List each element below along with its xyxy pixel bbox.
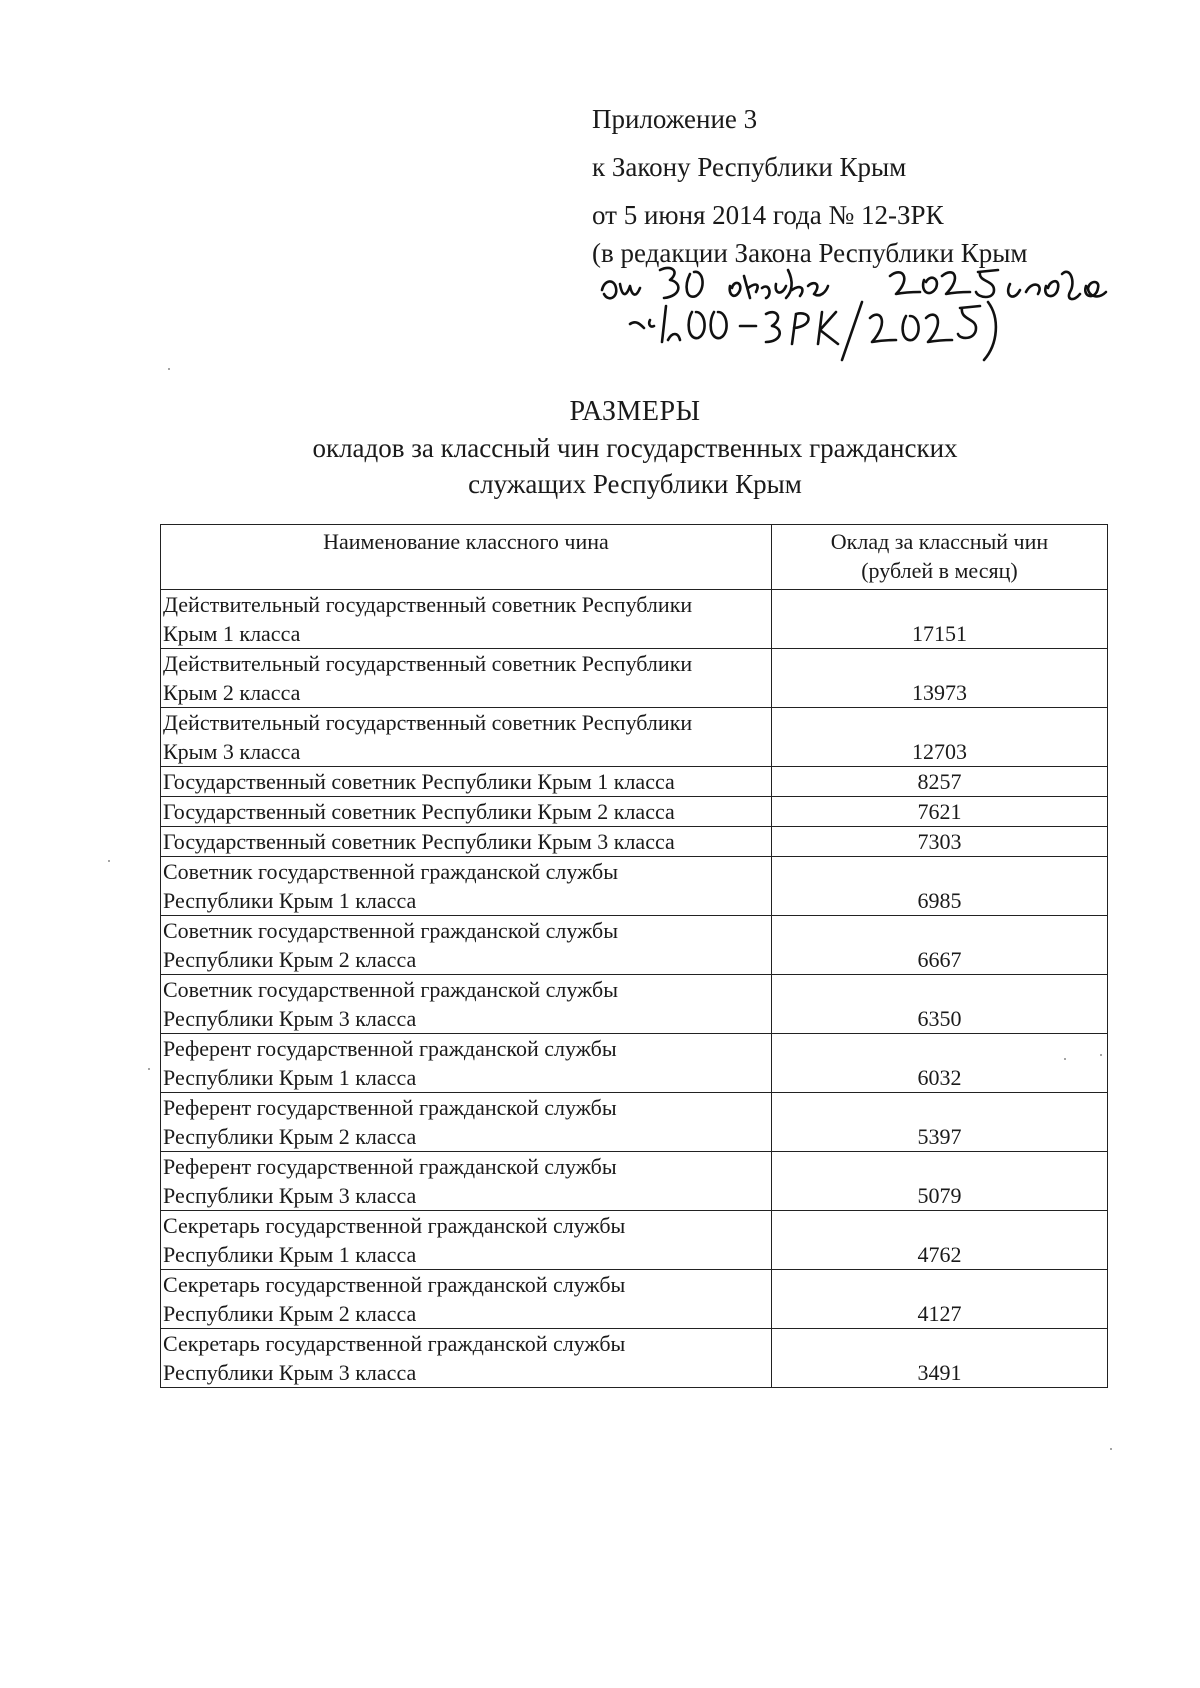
salary-cell: 5397 — [771, 1093, 1107, 1152]
table-row — [161, 916, 1108, 975]
salary-table — [160, 524, 1108, 1388]
salary-cell: 7303 — [771, 827, 1107, 857]
handwritten-annotation — [600, 262, 1120, 372]
scan-speck — [1100, 1054, 1102, 1056]
table-row — [161, 649, 1108, 708]
table-header-row — [161, 525, 1108, 590]
rank-name-cell: Государственный советник Республики Крым 2 класса — [161, 797, 772, 827]
table-row — [161, 1329, 1108, 1388]
salary-cell: 6667 — [771, 916, 1107, 975]
scan-speck — [1110, 1448, 1112, 1450]
rank-name-line2: Республики Крым 3 класса — [163, 1360, 417, 1385]
rank-name-line2: Республики Крым 1 класса — [163, 1065, 417, 1090]
salary-cell: 6985 — [771, 857, 1107, 916]
salary-cell: 8257 — [771, 767, 1107, 797]
rank-name-line1: Советник государственной гражданской службы — [163, 918, 619, 943]
rank-name-cell — [161, 1034, 772, 1093]
rank-name-line2: Республики Крым 1 класса — [163, 888, 417, 913]
rank-name-line1: Советник государственной гражданской службы — [163, 859, 619, 884]
law-date: от 5 июня 2014 года № 12-ЗРК — [592, 200, 944, 230]
rank-name-line1: Референт государственной гражданской службы — [163, 1154, 617, 1179]
rank-name-cell — [161, 857, 772, 916]
salary-cell: 12703 — [771, 708, 1107, 767]
column-header-salary-line1: Оклад за классный чин — [830, 529, 1049, 554]
rank-name-line2: Крым 1 класса — [163, 621, 301, 646]
rank-name-line1: Секретарь государственной гражданской службы — [163, 1213, 626, 1238]
table-row — [161, 1093, 1108, 1152]
rank-name-cell — [161, 649, 772, 708]
handwritten-amendment-date — [600, 262, 1120, 372]
rank-name-cell — [161, 916, 772, 975]
table-row — [161, 827, 1108, 857]
rank-name-line2: Республики Крым 3 класса — [163, 1183, 417, 1208]
rank-name-line2: Республики Крым 2 класса — [163, 1301, 417, 1326]
salary-cell: 6032 — [771, 1034, 1107, 1093]
table-row — [161, 797, 1108, 827]
column-header-salary-line2: (рублей в месяц) — [861, 558, 1018, 583]
salary-cell: 13973 — [771, 649, 1107, 708]
column-header-rank-name: Наименование классного чина — [161, 525, 772, 590]
rank-name-cell — [161, 1211, 772, 1270]
salary-cell: 6350 — [771, 975, 1107, 1034]
scan-speck — [1064, 1058, 1066, 1060]
table-row — [161, 1152, 1108, 1211]
rank-name-cell: Государственный советник Республики Крым 3 класса — [161, 827, 772, 857]
salary-cell: 4762 — [771, 1211, 1107, 1270]
rank-name-line1: Секретарь государственной гражданской службы — [163, 1331, 626, 1356]
table-row — [161, 708, 1108, 767]
rank-name-cell — [161, 1270, 772, 1329]
appendix-label: Приложение 3 — [592, 104, 758, 134]
salary-cell: 7621 — [771, 797, 1107, 827]
table-row — [161, 1211, 1108, 1270]
scan-speck — [168, 368, 170, 370]
scan-speck — [148, 1068, 150, 1070]
law-reference: к Закону Республики Крым — [592, 152, 907, 182]
rank-name-line2: Крым 2 класса — [163, 680, 301, 705]
table-row — [161, 1034, 1108, 1093]
rank-name-cell — [161, 590, 772, 649]
rank-name-line1: Действительный государственный советник Республики — [163, 651, 693, 676]
rank-name-line1: Действительный государственный советник Республики — [163, 710, 693, 735]
document-title: РАЗМЕРЫ — [569, 396, 701, 427]
rank-name-cell — [161, 1329, 772, 1388]
scan-speck — [108, 860, 110, 862]
salary-cell: 17151 — [771, 590, 1107, 649]
rank-name-cell — [161, 1152, 772, 1211]
rank-name-line1: Секретарь государственной гражданской службы — [163, 1272, 626, 1297]
table-row — [161, 857, 1108, 916]
rank-name-line2: Республики Крым 2 класса — [163, 1124, 417, 1149]
salary-cell: 3491 — [771, 1329, 1107, 1388]
document-subtitle-line1: окладов за классный чин государственных гражданских — [312, 433, 958, 463]
rank-name-cell: Государственный советник Республики Крым 1 класса — [161, 767, 772, 797]
document-subtitle-line2: служащих Республики Крым — [468, 469, 802, 499]
rank-name-line2: Республики Крым 1 класса — [163, 1242, 417, 1267]
column-header-salary — [771, 525, 1107, 590]
salary-cell: 5079 — [771, 1152, 1107, 1211]
document-title-block — [160, 394, 1110, 502]
table-row — [161, 767, 1108, 797]
amendment-note: (в редакции Закона Республики Крым — [592, 238, 1028, 268]
rank-name-cell — [161, 708, 772, 767]
rank-name-line1: Референт государственной гражданской службы — [163, 1036, 617, 1061]
rank-name-line2: Республики Крым 3 класса — [163, 1006, 417, 1031]
rank-name-line1: Референт государственной гражданской службы — [163, 1095, 617, 1120]
salary-cell: 4127 — [771, 1270, 1107, 1329]
rank-name-cell — [161, 975, 772, 1034]
table-body — [161, 590, 1108, 1388]
table-row — [161, 975, 1108, 1034]
table-row — [161, 590, 1108, 649]
rank-name-line2: Крым 3 класса — [163, 739, 301, 764]
rank-name-line2: Республики Крым 2 класса — [163, 947, 417, 972]
rank-name-line1: Советник государственной гражданской службы — [163, 977, 619, 1002]
rank-name-line1: Действительный государственный советник Республики — [163, 592, 693, 617]
appendix-header — [592, 100, 1152, 272]
table-row — [161, 1270, 1108, 1329]
rank-name-cell — [161, 1093, 772, 1152]
